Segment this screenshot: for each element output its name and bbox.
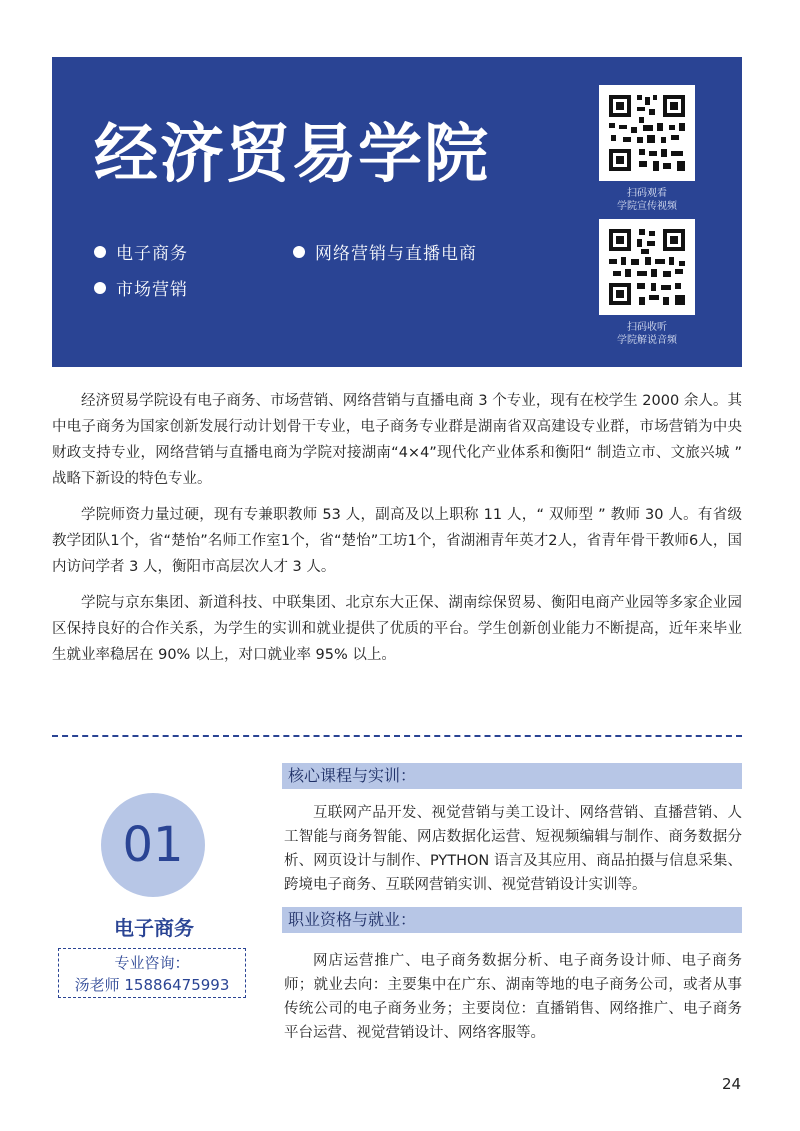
- courses-text: 互联网产品开发、视觉营销与美工设计、网络营销、直播营销、人工智能与商务智能、网店数据化运营、短视频编辑与制作、商务数据分析、网页设计与制作、PYTHON 语言及其应用、商品拍摄与信息采集、跨境电子商务、互联网营销实训、视觉营销设计实训等。: [284, 805, 742, 893]
- major-item-ecommerce: [94, 239, 188, 264]
- bullet-dot-icon: [94, 246, 106, 258]
- major-item-live-ecommerce: [293, 239, 477, 264]
- bullet-dot-icon: [293, 246, 305, 258]
- qr-caption-line: 学院解说音频: [617, 335, 677, 346]
- intro-paragraph: 学院师资力量过硬，现有专兼职教师 53 人，副高及以上职称 11 人，“ 双师型 ” 教师 30 人。有省级教学团队1个，省“楚怡”名师工作室1个，省“楚怡”工坊1个，省湖湘青年英才2人，省青年骨干教师6人，国内访问学者 3 人，衡阳市高层次人才 3 人。: [52, 507, 742, 575]
- courses-heading-bar: [268, 763, 742, 789]
- header-banner: [52, 57, 742, 367]
- intro-paragraph: 经济贸易学院设有电子商务、市场营销、网络营销与直播电商 3 个专业，现有在校学生 2000 余人。其中电子商务为国家创新发展行动计划骨干专业，电子商务专业群是湖南省双高建设专业群，市场营销为中央财政支持专业，网络营销与直播电商为学院对接湖南“4×4”现代化产业体系和衡阳“ 制造立市、文旅兴城 ” 战略下新设的特色专业。: [52, 393, 742, 487]
- courses-heading: 核心课程与实训：: [288, 766, 417, 785]
- major-item-marketing: [94, 275, 188, 300]
- career-heading-bar: [268, 907, 742, 933]
- intro-text: [52, 388, 742, 678]
- major-name: 电子商务: [114, 916, 194, 940]
- major-number: 01: [122, 817, 184, 873]
- heading-accent-bar: [268, 763, 282, 789]
- intro-paragraph: 学院与京东集团、新道科技、中联集团、北京东大正保、湖南综保贸易、衡阳电商产业园等多家企业园区保持良好的合作关系，为学生的实训和就业提供了优质的平台。学生创新创业能力不断提高，近年来毕业生就业率稳居在 90% 以上，对口就业率 95% 以上。: [52, 595, 742, 663]
- major-label: 市场营销: [116, 280, 188, 300]
- major-label: 网络营销与直播电商: [315, 244, 477, 264]
- qr-caption-video: [587, 187, 707, 213]
- college-title: 经济贸易学院: [94, 118, 490, 192]
- qr-caption-line: 扫码观看: [627, 188, 667, 199]
- page-number: 24: [722, 1075, 742, 1093]
- bullet-dot-icon: [94, 282, 106, 294]
- major-label: 电子商务: [116, 244, 188, 264]
- consult-contact: 汤老师 15886475993: [74, 976, 230, 994]
- dashed-divider: [52, 735, 742, 737]
- heading-accent-bar: [268, 907, 282, 933]
- major-number-badge: [101, 793, 205, 897]
- qr-caption-line: 扫码收听: [627, 322, 667, 333]
- qr-caption-audio: [587, 321, 707, 347]
- career-text: 网店运营推广、电子商务数据分析、电子商务设计师、电子商务师；就业去向：主要集中在广东、湖南等地的电子商务公司，或者从事传统公司的电子商务业务；主要岗位：直播销售、网络推广、电子商务平台运营、视觉营销设计、网络客服等。: [284, 953, 742, 1041]
- qr-caption-line: 学院宣传视频: [617, 201, 677, 212]
- qr-code-video-icon[interactable]: [599, 85, 695, 181]
- career-heading: 职业资格与就业：: [288, 910, 417, 929]
- consult-label: 专业咨询：: [114, 954, 190, 972]
- consult-box: [58, 948, 246, 998]
- qr-code-audio-icon[interactable]: [599, 219, 695, 315]
